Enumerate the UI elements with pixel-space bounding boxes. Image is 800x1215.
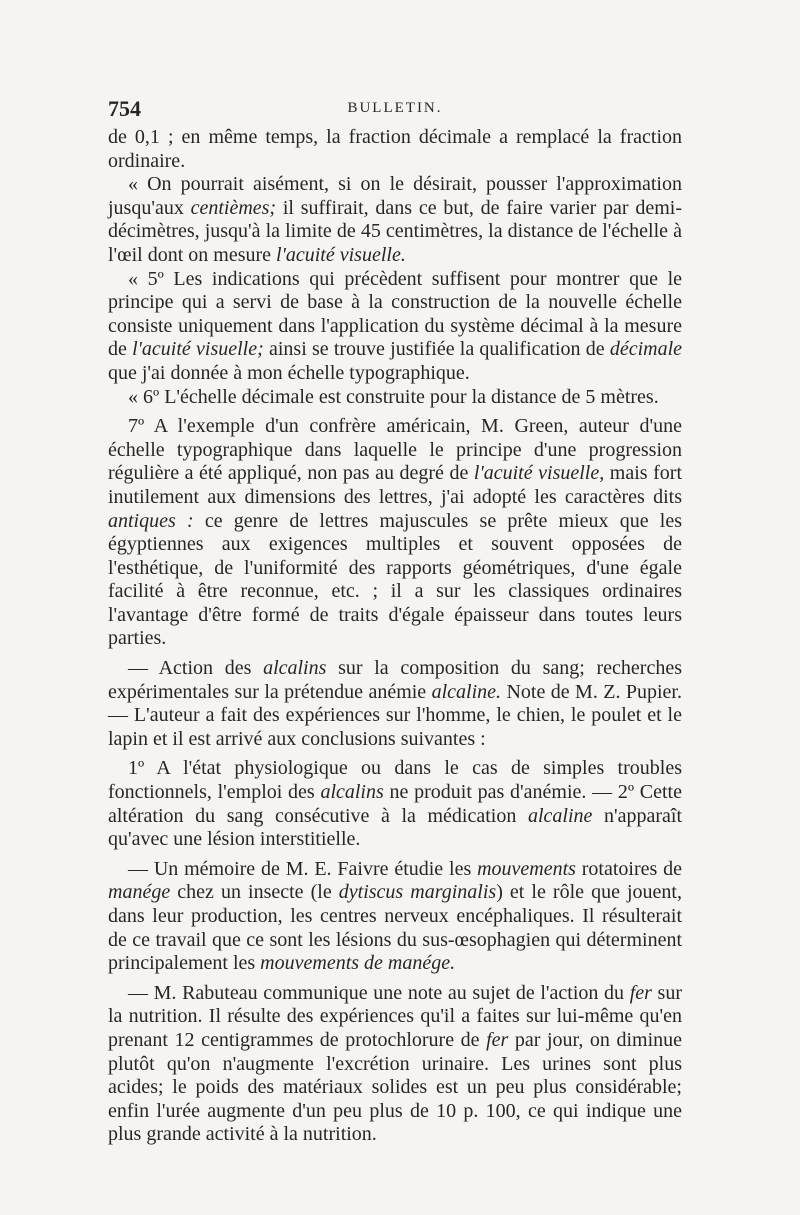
paragraph bbox=[108, 386, 682, 410]
page-header bbox=[108, 96, 682, 126]
italic-run: alcalins bbox=[320, 781, 384, 804]
text-run: Note de M. Z. Pupier. — L'auteur a fait des expériences sur l'homme, le chien, le poulet et le lapin et il est arrivé aux conclusions suivantes : bbox=[108, 680, 682, 750]
text-run: de 0,1 ; en même temps, la fraction décimale a remplacé la fraction ordinaire. bbox=[108, 126, 682, 172]
text-run: mais fort inutilement aux dimensions des lettres, j'ai adopté les caractères dits bbox=[108, 462, 682, 508]
italic-run: l'acuité visuelle, bbox=[473, 462, 605, 485]
paragraph bbox=[108, 657, 682, 751]
text-run: il suffirait, dans ce but, de faire varier par demi-décimètres, jusqu'à la limite de 45 centimètres, la distance de l'échelle à l'œil dont on mesure bbox=[108, 196, 682, 266]
running-head: BULLETIN. bbox=[347, 100, 443, 116]
text-run: « 5º Les indications qui précèdent suffisent pour montrer que le principe qui a servi de base à la construction de la nouvelle échelle consiste uniquement dans l'application du système décimal à la mesure de bbox=[108, 267, 682, 361]
italic-run: mouvements de manége. bbox=[260, 952, 456, 975]
italic-run: l'acuité visuelle. bbox=[276, 243, 406, 266]
text-run: 1º A l'état physiologique ou dans le cas de simples troubles fonctionnels, l'emploi des bbox=[108, 757, 682, 804]
text-run: n'apparaît qu'avec une lésion interstitielle. bbox=[108, 804, 682, 851]
text-run: — Action des bbox=[128, 657, 264, 680]
paragraph bbox=[108, 982, 682, 1147]
text-run: 7º A l'exemple d'un confrère américain, M. Green, auteur d'une échelle typographique dans laquelle le principe d'une progression régulière a été appliqué, non pas au degré de bbox=[108, 415, 682, 485]
text-run: — M. Rabuteau communique une note au sujet de l'action du bbox=[128, 981, 630, 1004]
text-run: sur la nutrition. Il résulte des expériences qu'il a faites sur lui-même qu'en prenant 12 centigrammes de protochlorure de bbox=[108, 981, 682, 1051]
italic-run: fer bbox=[486, 1028, 509, 1051]
italic-run: mouvements bbox=[477, 857, 576, 880]
italic-run: centièmes; bbox=[190, 196, 277, 219]
text-run: ) et le rôle que jouent, dans leur production, les centres nerveux encéphaliques. Il résulterait de ce travail que ce sont les lésions du sus-œsophagien qui déterminent principalement les bbox=[108, 881, 682, 975]
paragraph bbox=[108, 757, 682, 851]
page-number: 754 bbox=[108, 96, 141, 121]
paragraph bbox=[108, 415, 682, 651]
paragraph bbox=[108, 858, 682, 976]
italic-run: manége bbox=[108, 881, 171, 904]
text-run: ne produit pas d'anémie. — 2º Cette altération du sang consécutive à la médication bbox=[108, 781, 682, 827]
text-run: que j'ai donnée à mon échelle typographique. bbox=[108, 361, 470, 384]
text-run: sur la composition du sang; recherches expérimentales sur la prétendue anémie bbox=[108, 657, 682, 703]
italic-run: dytiscus marginalis bbox=[338, 881, 497, 904]
paragraph bbox=[108, 268, 682, 386]
italic-run: alcaline bbox=[527, 804, 593, 827]
text-run: « On pourrait aisément, si on le désirait, pousser l'approximation jusqu'aux bbox=[108, 173, 682, 219]
paragraph bbox=[108, 126, 682, 173]
italic-run: antiques : bbox=[108, 509, 194, 532]
paragraph bbox=[108, 173, 682, 267]
text-run: « 6º L'échelle décimale est construite pour la distance de 5 mètres. bbox=[128, 385, 659, 408]
text-run: rotatoires de bbox=[575, 857, 682, 880]
page-body bbox=[108, 126, 682, 1147]
text-run: — Un mémoire de M. E. Faivre étudie les bbox=[128, 857, 478, 880]
text-run: chez un insecte (le bbox=[170, 881, 339, 904]
text-run: par jour, on diminue plutôt qu'on n'augmente l'excrétion urinaire. Les urines sont plus acides; le poids des matériaux solides est un peu plus considérable; enfin l'urée augmente d'un peu plus de 10 p. 100, ce qui indique une plus grande activité à la nutrition. bbox=[108, 1028, 683, 1146]
italic-run: alcaline. bbox=[431, 680, 502, 703]
italic-run: l'acuité visuelle; bbox=[132, 338, 264, 361]
italic-run: alcalins bbox=[263, 657, 327, 680]
text-run: ainsi se trouve justifiée la qualification de bbox=[263, 338, 610, 361]
italic-run: décimale bbox=[609, 338, 682, 361]
text-run: ce genre de lettres majuscules se prête mieux que les égyptiennes aux exigences multiples et souvent opposées de l'esthétique, de l'uniformité des rapports géométriques, d'une égale facilité à être reconnue, etc. ; il a sur les classiques ordinaires l'avantage d'être formé de traits d'égale épaisseur dans toutes leurs parties. bbox=[108, 509, 682, 650]
italic-run: fer bbox=[629, 981, 652, 1004]
